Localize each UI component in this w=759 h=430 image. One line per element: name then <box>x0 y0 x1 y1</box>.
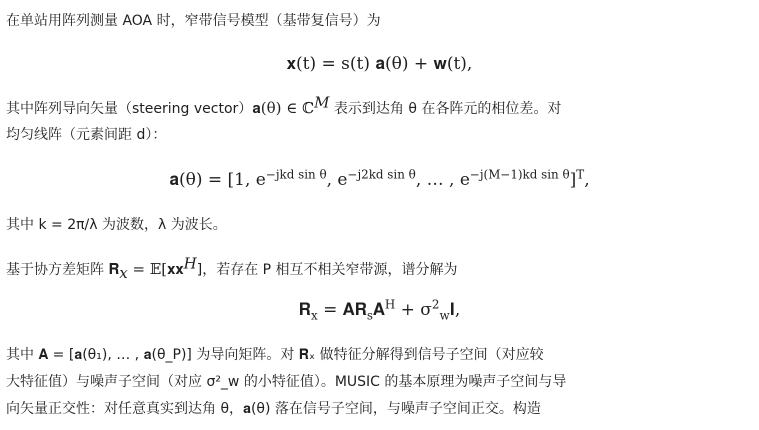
cov-math-sup: H <box>183 254 197 273</box>
eq3-a-sub: x <box>310 308 318 323</box>
eq2-tail: , <box>584 170 590 190</box>
equation-steering-vector <box>0 168 759 192</box>
cov-math-r: 𝐑 <box>108 260 120 278</box>
eq3-b: = 𝐀𝐑 <box>317 300 367 320</box>
eq2-exp3: −j(M−1)kd sin θ <box>469 167 570 182</box>
eq3-d-sub: w <box>439 308 450 323</box>
paragraph-intro: 在单站用阵列测量 AOA 时，窄带信号模型（基带复信号）为 <box>6 13 381 29</box>
eq2-bracket: ] <box>569 170 577 190</box>
paragraph-music-principle: 向矢量正交性：对任意真实到达角 θ，𝐚(θ) 落在信号子空间，与噪声子空间正交。构造 <box>6 401 541 417</box>
paragraph-subspaces: 大特征值）与噪声子空间（对应 σ²_w 的小特征值）。MUSIC 的基本原理为噪声子空间与导 <box>6 374 567 390</box>
paragraph-steering-matrix: 其中 𝐀 = [𝐚(θ₁), … , 𝐚(θ_P)] 为导向矩阵。对 𝐑ₓ 做特征分解得到信号子空间（对应较 <box>6 347 544 363</box>
eq3-d-sup: 2 <box>431 297 440 312</box>
cov-math-e: = 𝔼[𝐱𝐱 <box>127 260 184 278</box>
steering-text-pre: 其中阵列导向矢量（steering vector） <box>6 101 253 117</box>
eq3-c: 𝐀 <box>372 300 385 320</box>
steering-math-sup: M <box>314 93 330 112</box>
steering-math: 𝐚(θ) ∈ ℂ <box>252 99 315 117</box>
paragraph-wavenumber: 其中 k = 2π/λ 为波数，λ 为波长。 <box>6 217 227 233</box>
eq3-b-sub: s <box>366 308 373 323</box>
paragraph-steering-vector <box>6 93 562 119</box>
cov-text-pre: 基于协方差矩阵 <box>6 262 109 278</box>
eq2-exp2: −j2kd sin θ <box>347 167 416 182</box>
equation-decomposition <box>0 298 759 322</box>
eq2-lhs: 𝐚(θ) = [1, e <box>169 170 266 190</box>
cov-math-sub: x <box>119 263 128 282</box>
equation-signal-model: 𝐱(t) = s(t) 𝐚(θ) + 𝐰(t), <box>286 54 473 74</box>
cov-text-post: ]，若存在 P 相互不相关窄带源，谱分解为 <box>196 262 458 278</box>
eq3-d: + σ <box>395 300 432 320</box>
steering-text-post: 表示到达角 θ 在各阵元的相位差。对 <box>329 101 562 117</box>
eq3-e: 𝐈, <box>449 300 461 320</box>
eq3-a: 𝐑 <box>298 300 311 320</box>
paragraph-ula: 均匀线阵（元素间距 d）： <box>6 127 167 143</box>
eq3-c-sup: H <box>384 297 396 312</box>
eq2-exp1: −jkd sin θ <box>265 167 327 182</box>
paragraph-covariance <box>6 254 458 282</box>
eq2-sep2: , … , e <box>415 170 470 190</box>
eq2-sep1: , e <box>326 170 348 190</box>
eq2-transpose: T <box>576 167 585 182</box>
